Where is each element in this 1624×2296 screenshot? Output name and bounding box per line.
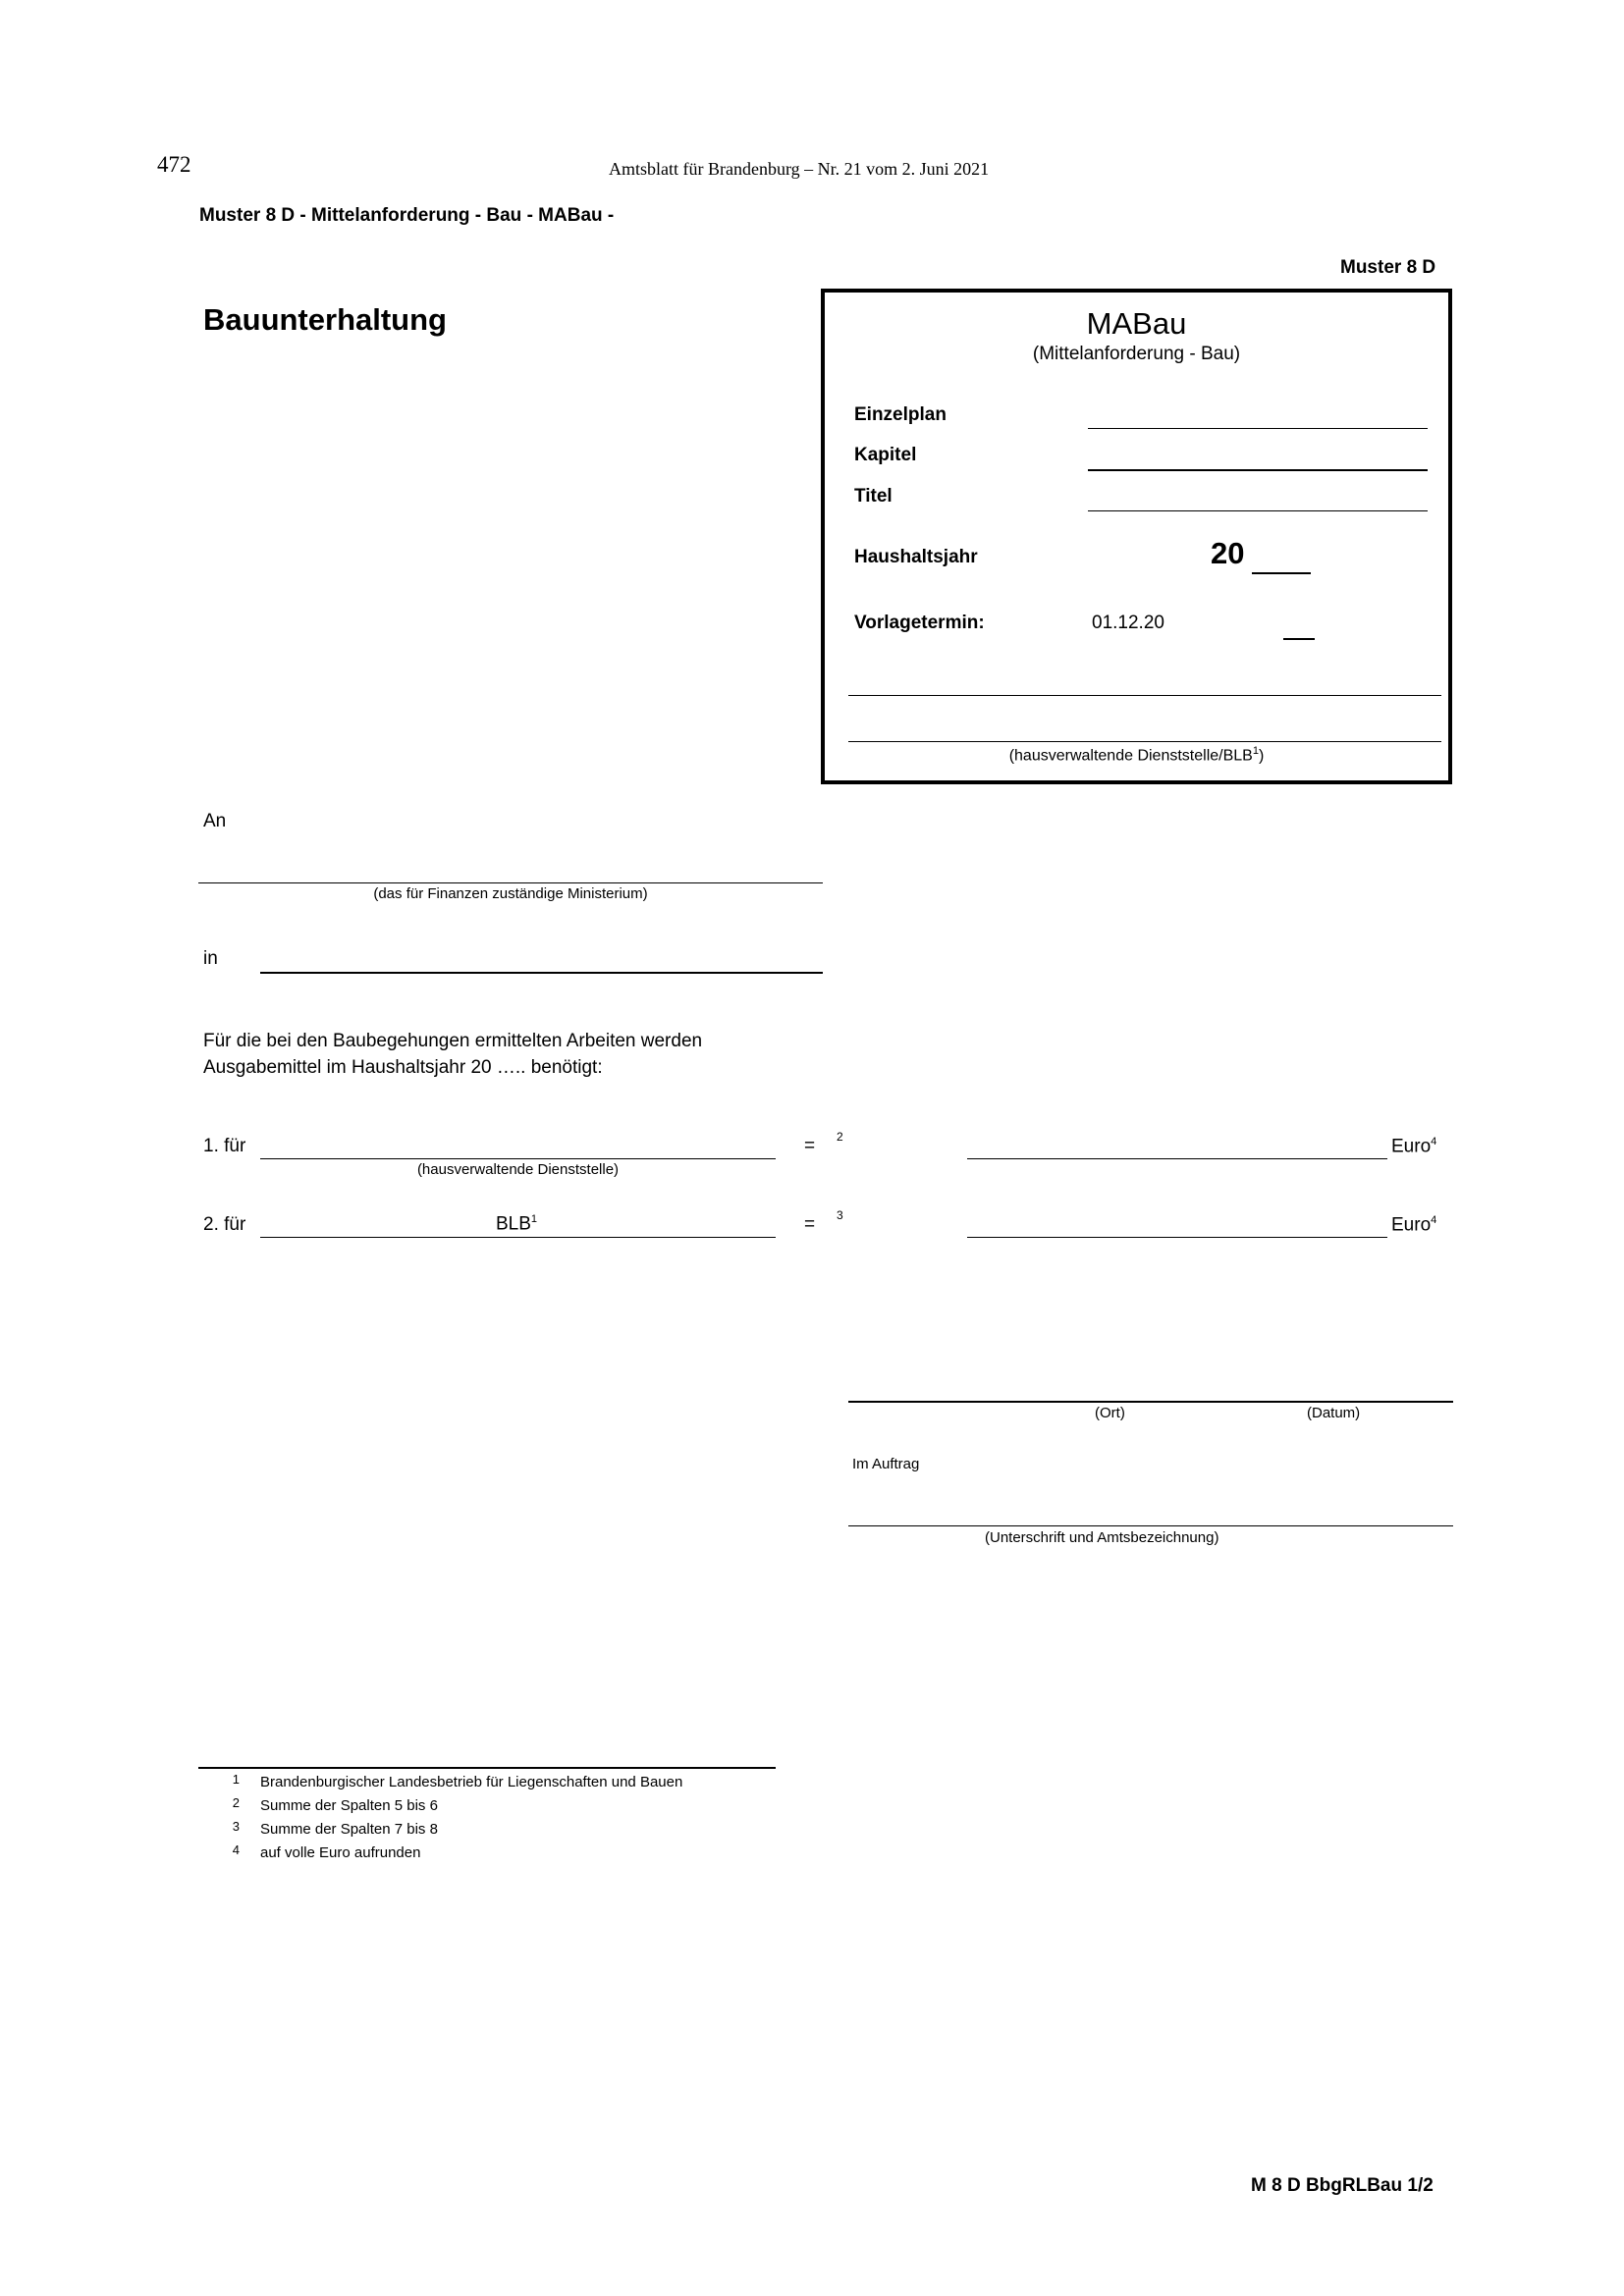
footnote-number: 4	[232, 1842, 240, 1857]
footnote-text: auf volle Euro aufrunden	[260, 1844, 421, 1861]
vorlagetermin-year-input[interactable]	[1283, 638, 1315, 640]
item-2-amount-input[interactable]	[967, 1237, 1387, 1238]
muster-label: Muster 8 D	[1340, 257, 1436, 278]
item-1-unit-text: Euro	[1391, 1136, 1432, 1157]
item-1-unit-sup: 4	[1431, 1136, 1437, 1148]
item-2-inline	[496, 1213, 537, 1235]
footnote-text: Brandenburgischer Landesbetrieb für Liegenschaften und Bauen	[260, 1774, 683, 1790]
body-line-1: Für die bei den Baubegehungen ermittelten Arbeiten werden	[203, 1031, 703, 1051]
footnote-number: 3	[232, 1819, 240, 1834]
dienststelle-input-line-2[interactable]	[848, 741, 1441, 742]
item-2-note: 3	[837, 1208, 843, 1222]
item-1-amount-input[interactable]	[967, 1158, 1387, 1159]
footnote-text: Summe der Spalten 5 bis 6	[260, 1797, 438, 1814]
ministry-caption: (das für Finanzen zuständige Ministerium)	[373, 885, 648, 902]
datum-caption: (Datum)	[1307, 1405, 1361, 1421]
footnote	[220, 1819, 682, 1842]
body-line-2: Ausgabemittel im Haushaltsjahr 20 ….. benötigt:	[203, 1057, 603, 1078]
item-1-dienststelle-input[interactable]	[260, 1158, 776, 1159]
box-subtitle: (Mittelanforderung - Bau)	[1032, 344, 1241, 364]
an-label: An	[203, 811, 227, 831]
item-1-equals: =	[804, 1136, 816, 1156]
muster-heading: Muster 8 D - Mittelanforderung - Bau - MABau -	[199, 205, 615, 226]
item-1-note: 2	[837, 1130, 843, 1144]
item-2-unit-text: Euro	[1391, 1214, 1432, 1236]
footnote-number: 2	[232, 1795, 240, 1810]
signature-input[interactable]	[848, 1525, 1453, 1526]
kapitel-input[interactable]	[1088, 469, 1428, 471]
ort-datum-input[interactable]	[848, 1401, 1453, 1403]
titel-label: Titel	[854, 486, 893, 507]
box-title: MABau	[1086, 306, 1187, 341]
item-2-unit-sup: 4	[1431, 1214, 1437, 1226]
haushaltsjahr-prefix: 20	[1211, 536, 1245, 570]
box-caption-sup: 1	[1252, 745, 1259, 757]
titel-input[interactable]	[1088, 510, 1428, 511]
im-auftrag-label: Im Auftrag	[852, 1456, 920, 1472]
in-input[interactable]	[260, 972, 823, 974]
haushaltsjahr-input[interactable]	[1252, 572, 1311, 574]
item-2-label: 2. für	[203, 1214, 246, 1235]
footnote	[220, 1842, 682, 1866]
page-footer: M 8 D BbgRLBau 1/2	[1251, 2175, 1434, 2196]
ort-caption: (Ort)	[1095, 1405, 1125, 1421]
dienststelle-input-line-1[interactable]	[848, 695, 1441, 696]
box-caption-end: )	[1258, 747, 1265, 765]
footnote-text: Summe der Spalten 7 bis 8	[260, 1821, 438, 1838]
item-2-equals: =	[804, 1214, 816, 1235]
page-title: Bauunterhaltung	[203, 302, 447, 337]
vorlagetermin-label: Vorlagetermin:	[854, 613, 985, 633]
item-1-caption: (hausverwaltende Dienststelle)	[416, 1161, 620, 1178]
kapitel-label: Kapitel	[854, 445, 917, 465]
item-2-unit	[1391, 1214, 1436, 1236]
item-1-label: 1. für	[203, 1136, 246, 1156]
running-title: Amtsblatt für Brandenburg – Nr. 21 vom 2. Juni 2021	[609, 159, 990, 179]
page-number: 472	[157, 152, 191, 177]
mabau-box	[821, 289, 1452, 784]
signature-caption: (Unterschrift und Amtsbezeichnung)	[985, 1529, 1219, 1546]
einzelplan-input[interactable]	[1088, 428, 1428, 429]
haushaltsjahr-label: Haushaltsjahr	[854, 547, 978, 567]
item-2-inline-text: BLB	[496, 1213, 531, 1235]
vorlagetermin-value: 01.12.20	[1092, 613, 1164, 633]
footnotes	[220, 1772, 682, 1866]
box-caption-text: (hausverwaltende Dienststelle/BLB	[1008, 747, 1253, 765]
in-label: in	[203, 948, 218, 969]
ministry-input[interactable]	[198, 882, 823, 883]
einzelplan-label: Einzelplan	[854, 404, 947, 425]
item-2-inline-sup: 1	[530, 1213, 538, 1225]
footnote-number: 1	[232, 1772, 240, 1787]
item-1-unit	[1391, 1136, 1436, 1157]
box-caption	[825, 745, 1448, 765]
footnote	[220, 1795, 682, 1819]
footnote	[220, 1772, 682, 1795]
item-2-input[interactable]	[260, 1237, 776, 1238]
footnote-separator	[198, 1767, 776, 1769]
